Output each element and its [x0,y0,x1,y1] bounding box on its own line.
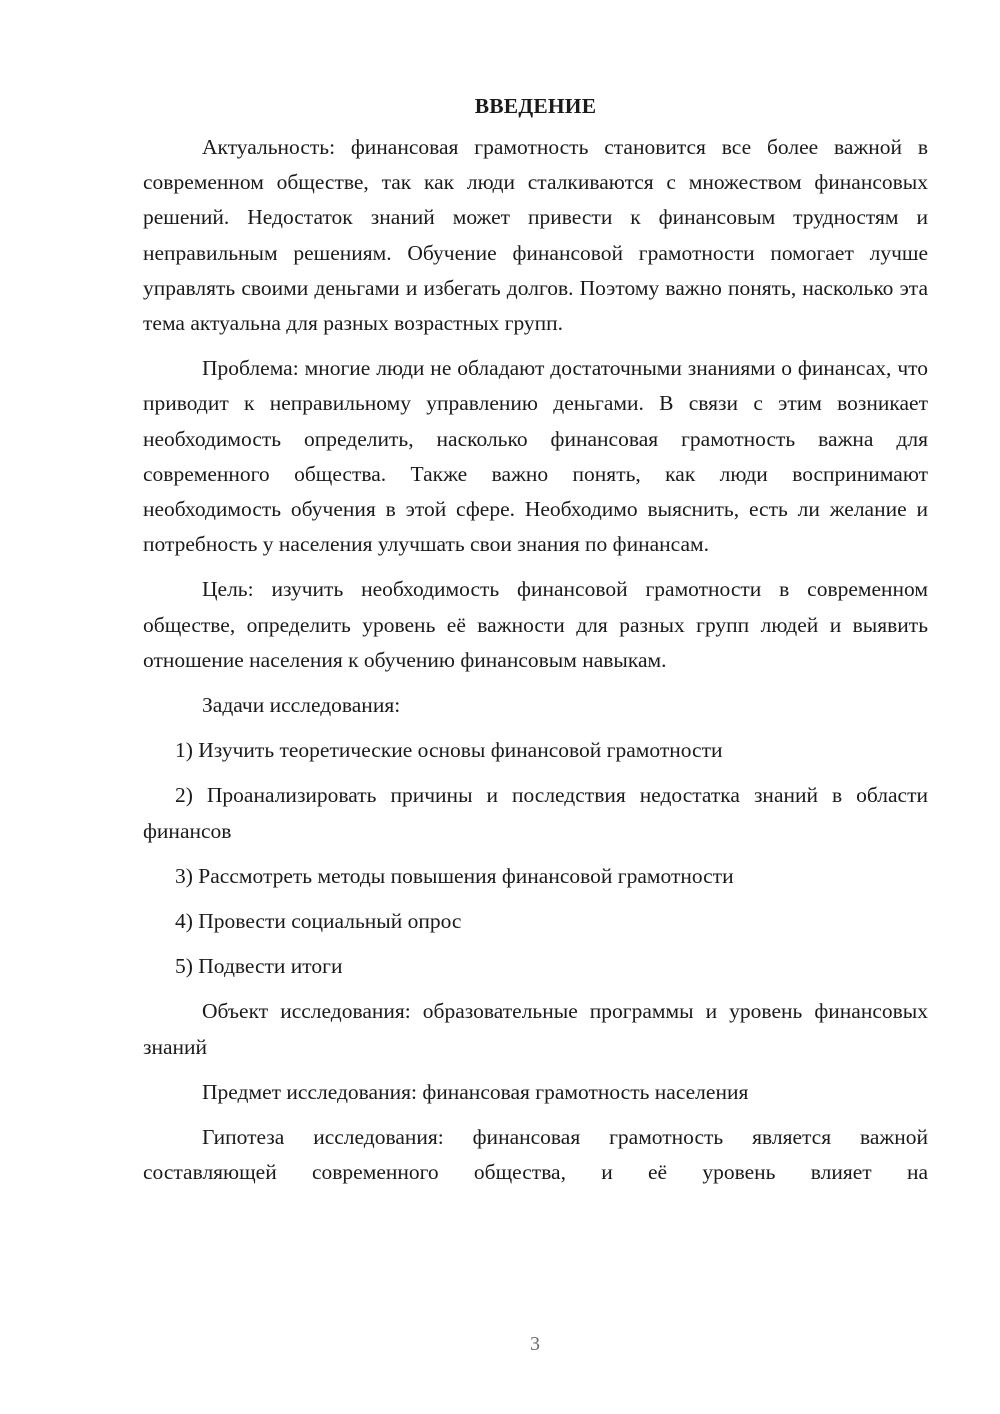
paragraph-subject: Предмет исследования: финансовая грамотность населения [202,1079,749,1104]
tasks-heading: Задачи исследования: [202,693,401,718]
paragraph-object: Объект исследования: образовательные программы и уровень финансовых знаний [143,999,928,1059]
task-item-5: 5) Подвести итоги [175,954,343,979]
page-number: 3 [530,1333,540,1355]
paragraph-relevance: Актуальность: финансовая грамотность становится все более важной в современном обществе, так как люди сталкиваются с множеством финансовых решений. Недостаток знаний может привести к финансовым трудностям и неправильным решениям. Обучение финансовой грамотности помогает лучше управлять своими деньгами и избегать долгов. Поэтому важно понять, насколько эта тема актуальна для разных возрастных групп. [143,135,928,336]
task-item-4: 4) Провести социальный опрос [175,909,462,934]
task-item-3: 3) Рассмотреть методы повышения финансовой грамотности [175,863,734,888]
document-title: ВВЕДЕНИЕ [474,94,597,118]
task-item-2: 2) Проанализировать причины и последствия недостатка знаний в области финансов [143,783,928,843]
paragraph-goal: Цель: изучить необходимость финансовой грамотности в современном обществе, определить уровень её важности для разных групп людей и выявить отношение населения к обучению финансовым навыкам. [143,577,928,672]
task-item-1: 1) Изучить теоретические основы финансовой грамотности [175,738,723,763]
document-page [143,92,928,1200]
paragraph-problem: Проблема: многие люди не обладают достаточными знаниями о финансах, что приводит к неправильному управлению деньгами. В связи с этим возникает необходимость определить, насколько финансовая грамотность важна для современного общества. Также важно понять, как люди воспринимают необходимость обучения в этой сфере. Необходимо выяснить, есть ли желание и потребность у населения улучшать свои знания по финансам. [143,356,928,557]
paragraph-hypothesis: Гипотеза исследования: финансовая грамотность является важной составляющей современного общества, и её уровень влияет на [143,1125,928,1185]
